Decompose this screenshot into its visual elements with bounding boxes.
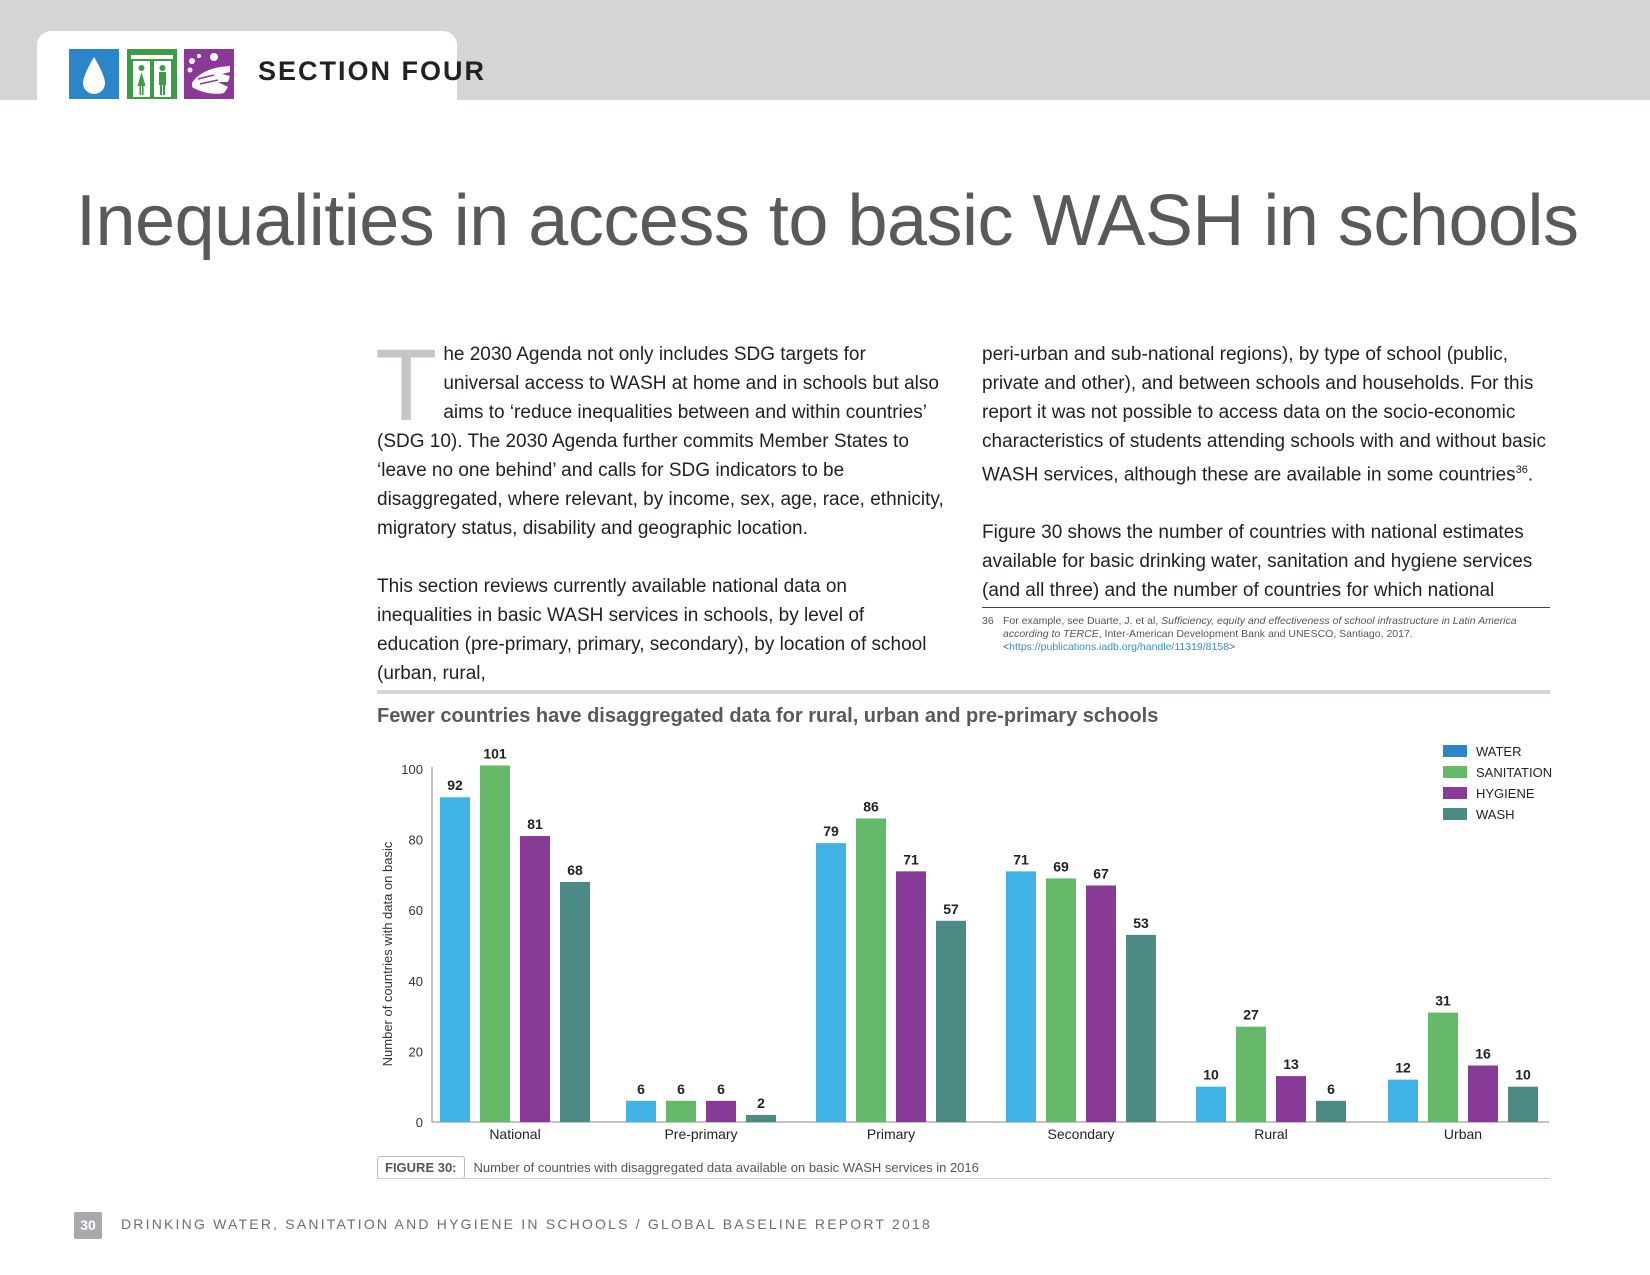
bar-water-national <box>440 797 470 1122</box>
figure-tag: FIGURE 30: <box>377 1156 465 1179</box>
y-tick-label: 20 <box>408 1044 423 1060</box>
body-text: peri-urban and sub-national regions), by type of school (public, private and other), and between schools and households. For this report it was not possible to access data on the socio-economic characteristics of students attending schools with and without basic WASH services, although these are available in some countries <box>982 344 1546 486</box>
bar-water-primary <box>816 843 846 1122</box>
bar-water-urban <box>1388 1080 1418 1122</box>
x-tick-label: National <box>489 1126 541 1142</box>
bar-wash-pre-primary <box>746 1115 776 1122</box>
bar-wash-rural <box>1316 1101 1346 1122</box>
bar-sanitation-primary <box>856 818 886 1122</box>
bar-wash-primary <box>936 921 966 1122</box>
footnote-text: , Inter-American Development Bank and UNESCO, Santiago, 2017. < <box>1003 628 1413 653</box>
data-label: 13 <box>1283 1056 1299 1073</box>
y-tick-label: 100 <box>401 762 423 777</box>
body-paragraph: This section reviews currently available national data on inequalities in basic WASH services in schools, by level of education (pre-primary, primary, secondary), by location of school (urban, rural, <box>377 576 927 684</box>
y-tick-label: 0 <box>415 1115 423 1130</box>
footnote-text: > <box>1229 641 1236 653</box>
data-label: 67 <box>1093 865 1109 882</box>
bar-water-pre-primary <box>626 1101 656 1122</box>
x-tick-label: Urban <box>1443 1126 1483 1142</box>
x-tick-label: Primary <box>866 1126 916 1142</box>
footnote-number: 36 <box>982 615 994 627</box>
data-label: 101 <box>483 745 507 762</box>
bar-sanitation-secondary <box>1046 878 1076 1122</box>
section-label: SECTION FOUR <box>258 56 487 86</box>
drop-cap: T <box>375 328 438 442</box>
data-label: 6 <box>637 1080 645 1097</box>
data-label: 6 <box>677 1080 685 1097</box>
data-label: 69 <box>1053 858 1069 875</box>
footnote-ref[interactable]: 36 <box>1515 464 1528 476</box>
bar-wash-urban <box>1508 1087 1538 1122</box>
legend-swatch-sanitation <box>1443 766 1467 778</box>
legend-label: WASH <box>1476 807 1515 822</box>
data-label: 79 <box>823 823 839 840</box>
bar-hygiene-primary <box>896 871 926 1122</box>
data-label: 71 <box>903 851 919 868</box>
bar-wash-national <box>560 882 590 1122</box>
bar-hygiene-urban <box>1468 1066 1498 1122</box>
body-text: . <box>1527 464 1534 486</box>
data-label: 2 <box>757 1094 765 1111</box>
legend-swatch-hygiene <box>1443 787 1467 799</box>
data-label: 86 <box>863 798 879 815</box>
data-label: 6 <box>1327 1080 1335 1097</box>
caption-divider <box>377 1178 1550 1179</box>
legend-swatch-wash <box>1443 808 1467 820</box>
bar-wash-secondary <box>1126 935 1156 1122</box>
footnote-title: Sufficiency, equity and effectiveness of school infrastructure in Latin America according to TERCE <box>1003 615 1517 640</box>
footnote-text: For example, see Duarte, J. et al, <box>1003 615 1162 627</box>
intro-text: he 2030 Agenda not only includes SDG targets for universal access to WASH at home and in schools but also aims to ‘reduce inequalities between and within countries’ (SDG 10). The 2030 Agenda further commits Member States to ‘leave no one behind’ and calls for SDG indicators to be disaggregated, where relevant, by income, sex, age, race, ethnicity, migratory status, disability and geographic location. <box>377 344 944 539</box>
y-tick-label: 60 <box>408 903 423 919</box>
data-label: 31 <box>1435 992 1451 1009</box>
bar-sanitation-urban <box>1428 1013 1458 1122</box>
figure-caption-text: Number of countries with disaggregated data available on basic WASH services in 2016 <box>473 1159 979 1175</box>
data-label: 27 <box>1243 1006 1259 1023</box>
x-tick-label: Rural <box>1254 1126 1288 1142</box>
legend-label: WATER <box>1476 744 1522 759</box>
y-tick-label: 40 <box>408 973 423 989</box>
x-tick-label: Secondary <box>1047 1126 1115 1142</box>
bar-water-secondary <box>1006 871 1036 1122</box>
bar-sanitation-rural <box>1236 1027 1266 1122</box>
data-label: 12 <box>1395 1059 1411 1076</box>
chart-title: Fewer countries have disaggregated data for rural, urban and pre-primary schools <box>377 705 1159 727</box>
bar-hygiene-secondary <box>1086 885 1116 1122</box>
data-label: 81 <box>527 816 543 833</box>
bar-hygiene-national <box>520 836 550 1122</box>
data-label: 92 <box>447 777 463 794</box>
y-tick-label: 80 <box>408 832 423 848</box>
data-label: 57 <box>943 900 959 917</box>
figure-caption <box>377 1155 979 1179</box>
legend-label: SANITATION <box>1476 765 1553 780</box>
x-tick-label: Pre-primary <box>664 1126 738 1142</box>
bar-sanitation-national <box>480 765 510 1122</box>
y-axis-label: Number of countries with data on basic <box>380 841 395 1067</box>
legend-swatch-water <box>1443 745 1467 757</box>
legend-label: HYGIENE <box>1476 786 1535 801</box>
data-label: 6 <box>717 1080 725 1097</box>
footnote-link[interactable]: https://publications.iadb.org/handle/11319/8158 <box>1009 641 1230 653</box>
data-label: 16 <box>1475 1045 1491 1062</box>
data-label: 10 <box>1203 1066 1219 1083</box>
bar-sanitation-pre-primary <box>666 1101 696 1122</box>
data-label: 68 <box>567 861 583 878</box>
data-label: 71 <box>1013 851 1029 868</box>
page-number: 30 <box>74 1212 102 1239</box>
body-paragraph: Figure 30 shows the number of countries with national estimates available for basic drinking water, sanitation and hygiene services (and all three) and the number of countries for which national <box>982 522 1533 602</box>
bar-hygiene-rural <box>1276 1076 1306 1122</box>
page-title: Inequalities in access to basic WASH in schools <box>76 181 1579 261</box>
running-title: DRINKING WATER, SANITATION AND HYGIENE IN SCHOOLS / GLOBAL BASELINE REPORT 2018 <box>121 1216 932 1232</box>
bar-hygiene-pre-primary <box>706 1101 736 1122</box>
bar-water-rural <box>1196 1087 1226 1122</box>
data-label: 10 <box>1515 1066 1531 1083</box>
data-label: 53 <box>1133 914 1149 931</box>
